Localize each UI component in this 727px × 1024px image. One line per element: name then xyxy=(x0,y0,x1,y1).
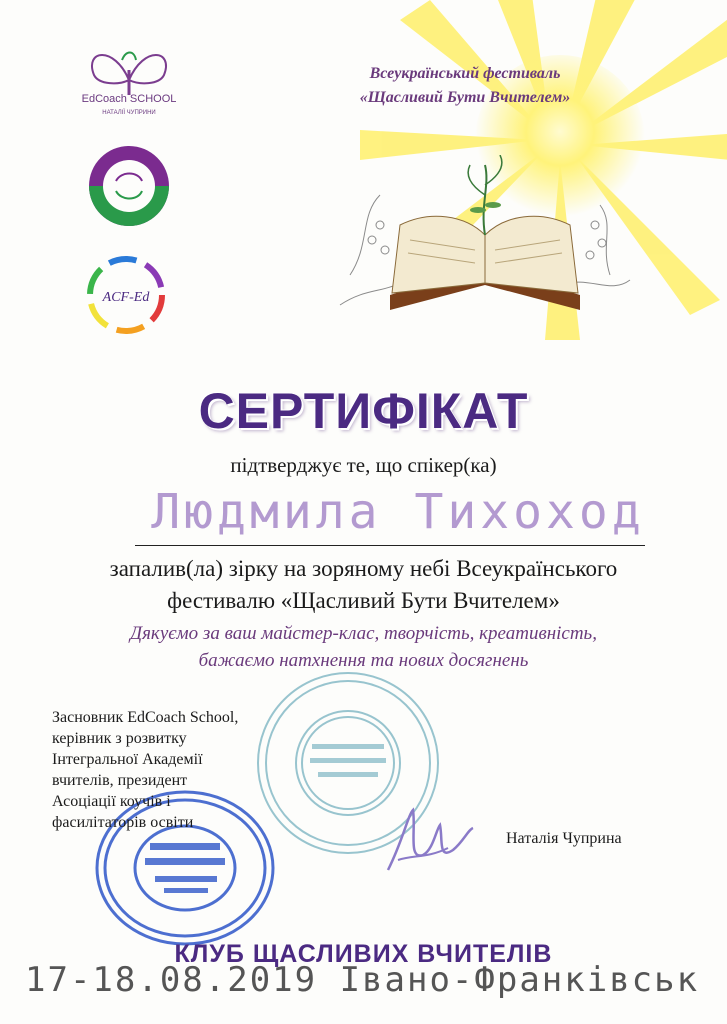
confirm-text: підтверджує те, що спікер(ка) xyxy=(230,453,497,477)
festival-title-line1: Всеукраїнський фестиваль xyxy=(369,65,561,82)
founder-line: вчителів, президент xyxy=(52,772,188,789)
edcoach-logo-subtext: НАТАЛІЇ ЧУПРИНИ xyxy=(102,110,156,116)
founder-line: Засновник EdCoach School, xyxy=(52,709,239,726)
acf-logo-text: ACF-Ed xyxy=(102,290,150,305)
founder-line: керівник з розвитку xyxy=(52,730,187,747)
edcoach-logo xyxy=(74,40,184,120)
founder-line: Інтегральної Академії xyxy=(52,751,203,768)
certificate-title: СЕРТИФІКАТ xyxy=(198,383,529,439)
acf-ed-logo xyxy=(86,255,166,335)
founder-line: фасилітаторів освіти xyxy=(52,814,194,831)
name-underline xyxy=(135,545,645,546)
edcoach-logo-text: EdCoach SCHOOL xyxy=(81,93,177,105)
founder-block xyxy=(52,707,312,833)
founder-line: Асоціації коучів і xyxy=(52,793,171,810)
handwritten-date-place: 17-18.08.2019 Івано-Франківськ xyxy=(25,960,700,1000)
certificate-body xyxy=(0,553,727,617)
thanks-line2: бажаємо натхнення та нових досягнень xyxy=(198,650,529,671)
recipient-handwritten-name: Людмила Тихоход xyxy=(151,484,645,540)
body-line2: фестивалю «Щасливий Бути Вчителем» xyxy=(167,588,560,613)
club-title: КЛУБ ЩАСЛИВИХ ВЧИТЕЛІВ xyxy=(174,940,553,968)
thanks-line1: Дякуємо за ваш майстер-клас, творчість, креативність, xyxy=(130,623,597,644)
thanks-text xyxy=(0,620,727,674)
circle-logo xyxy=(86,143,172,229)
open-book-illustration xyxy=(330,155,640,345)
festival-title xyxy=(330,62,600,110)
body-line1: запалив(ла) зірку на зоряному небі Всеукраїнського xyxy=(109,556,618,581)
edcoach-butterfly-logo xyxy=(74,40,184,120)
festival-title-line2: «Щасливий Бути Вчителем» xyxy=(359,89,571,106)
signer-name: Наталія Чуприна xyxy=(506,830,622,847)
signature xyxy=(378,800,478,880)
